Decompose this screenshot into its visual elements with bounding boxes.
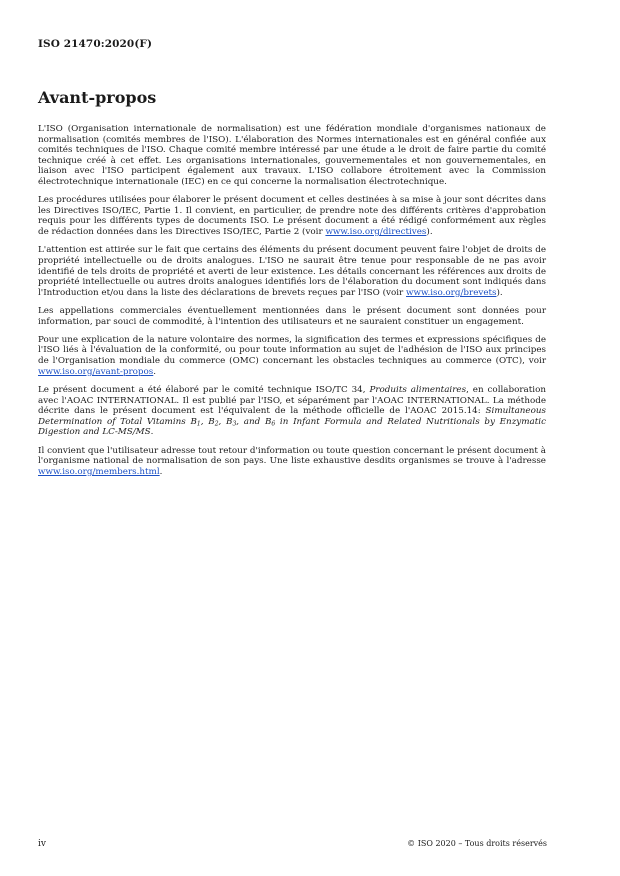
copyright-notice: © ISO 2020 – Tous droits réservés xyxy=(407,839,547,848)
paragraph-suffix: . xyxy=(153,366,157,377)
method-title: Simultaneous Determination of Total Vitamins $B_1$, $B_2$, $B_3$, and $B_6$ in Infant Formula and Related Nutritionals by Enzymatic Digestion and LC-MS/MS xyxy=(38,406,546,438)
foreword-body xyxy=(38,124,546,485)
paragraph-text: Le présent document a été élaboré par le comité technique ISO/TC 34, xyxy=(38,384,370,395)
paragraph-trade-names: Les appellations commerciales éventuellement mentionnées dans le présent document sont données pour information, par souci de commodité, à l'intention des utilisateurs et ne sauraient constituer un engagement. xyxy=(38,305,546,327)
paragraph-voluntary-nature xyxy=(38,335,546,377)
paragraph-suffix: ). xyxy=(496,287,503,298)
paragraph-suffix: . xyxy=(150,427,154,438)
paragraph-text: Il convient que l'utilisateur adresse tout retour d'information ou toute question concernant le présent document à l'organisme national de normalisation de son pays. Une liste exhaustive desdits organismes se trouve à l'adresse xyxy=(38,445,546,467)
paragraph-suffix: . xyxy=(159,466,163,477)
paragraph-text: L'attention est attirée sur le fait que certains des éléments du présent document peuvent faire l'objet de droits de propriété intellectuelle ou de droits analogues. L'ISO ne saurait être tenue pour responsable de ne pas avoir identifié de tels droits de propriété et averti de leur existence. Les détails concernant les références aux droits de propriété intellectuelle ou autres droits analogues identifiés lors de l'élaboration du document sont indiqués dans l'Introduction et/ou dans la liste des déclarations de brevets reçues par l'ISO (voir xyxy=(38,245,546,298)
paragraph-iso-intro: L'ISO (Organisation internationale de normalisation) est une fédération mondiale d'organismes nationaux de normalisation (comités membres de l'ISO). L'élaboration des Normes internationales est en général confiée aux comités techniques de l'ISO. Chaque comité membre intéressé par une étude a le droit de faire partie du comité technique créé à cet effet. Les organisations internationales, gouvernementales et non gouvernementales, en liaison avec l'ISO participent également aux travaux. L'ISO collabore étroitement avec la Commission électrotechnique internationale (IEC) en ce qui concerne la normalisation électrotechnique. xyxy=(38,124,546,187)
paragraph-text: Les procédures utilisées pour élaborer le présent document et celles destinées à sa mise à jour sont décrites dans les Directives ISO/IEC, Partie 1. Il convient, en particulier, de prendre note des différents critères d'approbation requis pour les différents types de documents ISO. Le présent document a été rédigé conformément aux règles de rédaction données dans les Directives ISO/IEC, Partie 2 (voir xyxy=(38,195,546,238)
paragraph-committee xyxy=(38,385,546,438)
page-number: iv xyxy=(38,839,46,849)
directives-link[interactable]: www.iso.org/directives xyxy=(325,227,427,238)
paragraph-patents xyxy=(38,245,546,298)
members-link[interactable]: www.iso.org/members.html xyxy=(38,466,160,477)
paragraph-text: Pour une explication de la nature volontaire des normes, la signification des termes et expressions spécifiques de l'ISO liés à l'évaluation de la conformité, ou pour toute information au sujet de l'adhésion de l'ISO aux principes de l'Organisation mondiale du commerce (OMC) concernant les obstacles techniques au commerce (OTC), voir xyxy=(38,334,546,367)
paragraph-feedback xyxy=(38,446,546,478)
document-reference: ISO 21470:2020(F) xyxy=(38,38,153,50)
paragraph-procedures xyxy=(38,195,546,237)
committee-title: Produits alimentaires xyxy=(369,384,467,395)
patents-link[interactable]: www.iso.org/brevets xyxy=(406,287,497,298)
paragraph-text: , en collaboration avec l'AOAC INTERNATIONAL. Il est publié par l'ISO, et séparément par l'AOAC INTERNATIONAL. La méthode décrite dans le présent document est l'équivalent de la méthode officielle de l'AOAC 2015.14: xyxy=(38,384,546,417)
paragraph-suffix: ). xyxy=(426,227,433,238)
foreword-link[interactable]: www.iso.org/avant-propos xyxy=(38,366,154,377)
page-title: Avant-propos xyxy=(38,88,157,107)
